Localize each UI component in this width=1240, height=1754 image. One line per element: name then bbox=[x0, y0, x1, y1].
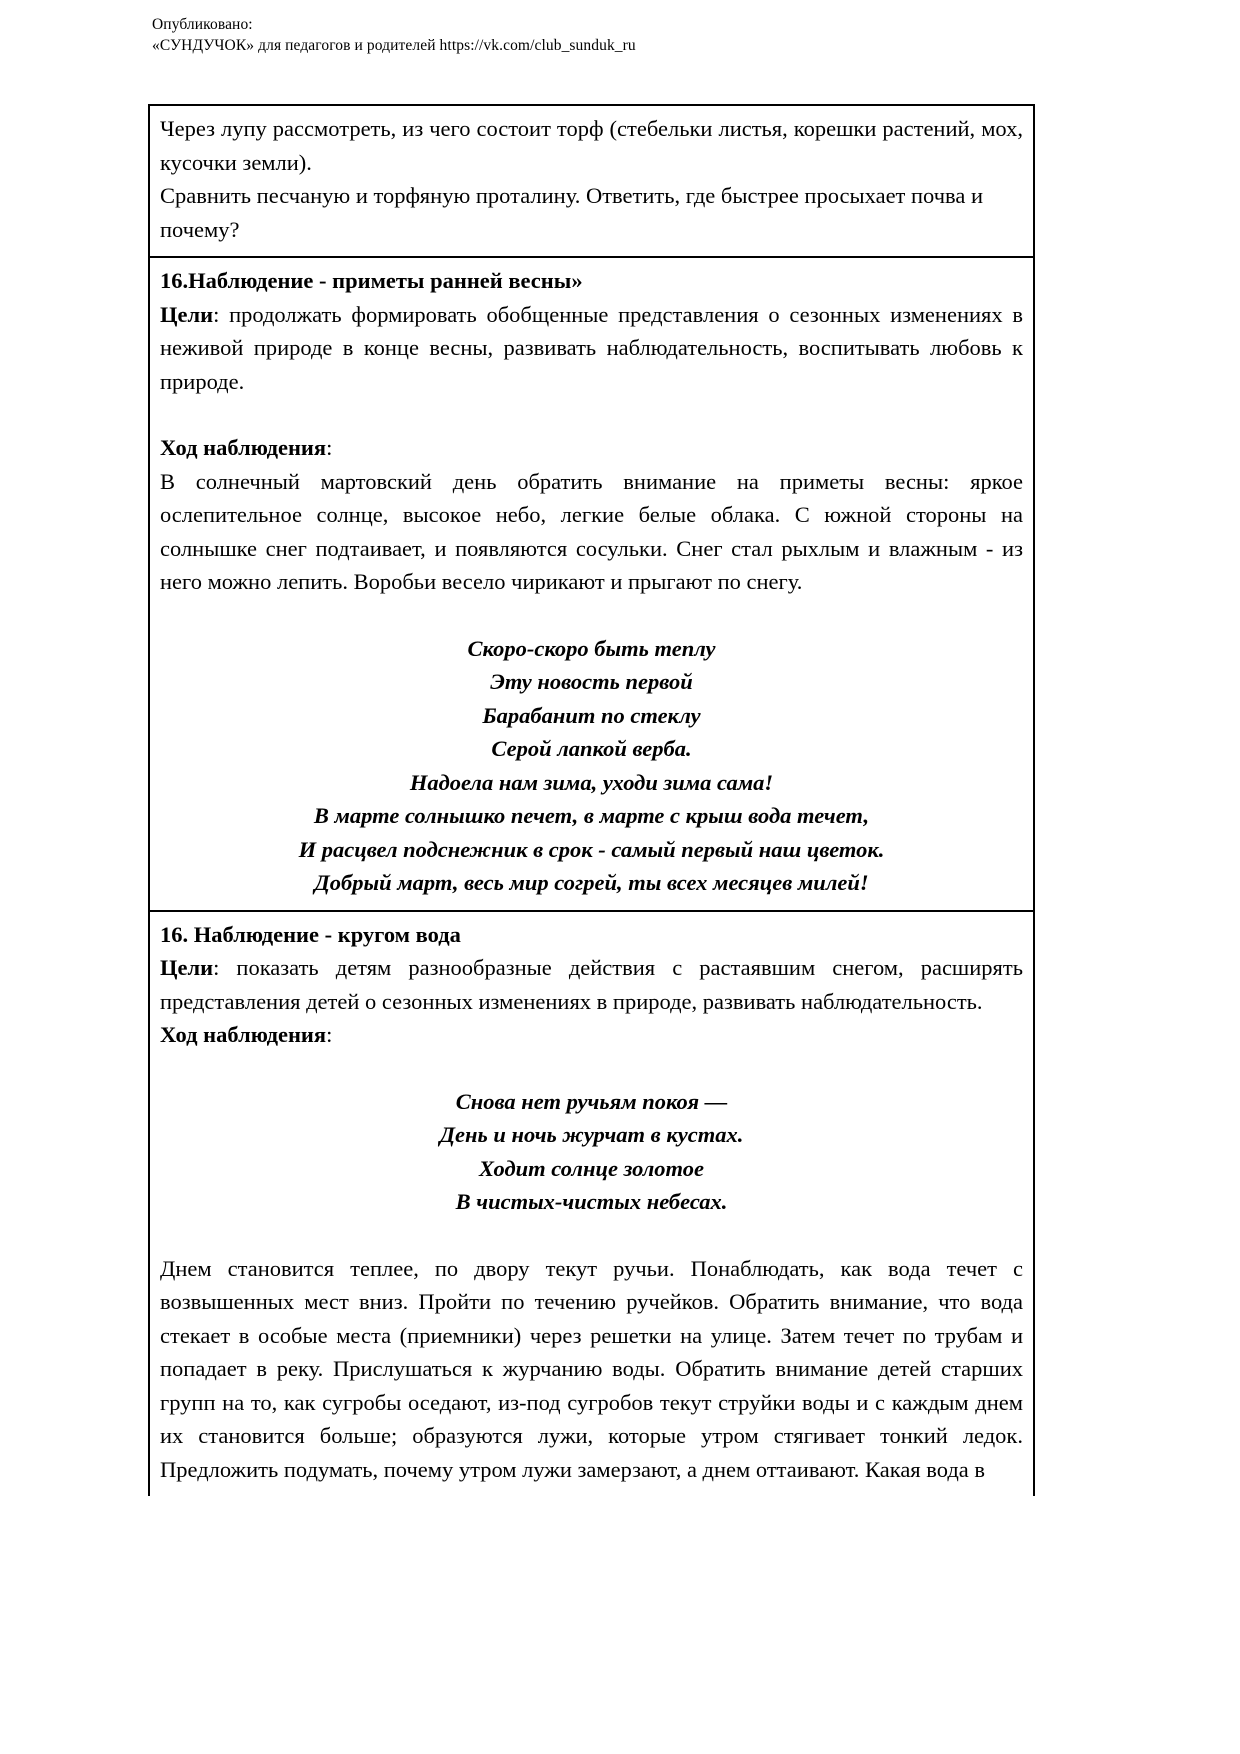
poem-line: Ходит солнце золотое bbox=[479, 1155, 704, 1181]
spring-signs-goals bbox=[160, 298, 1023, 399]
poem-line: Надоела нам зима, уходи зима сама! bbox=[409, 769, 774, 795]
table-cell-spring-signs bbox=[150, 258, 1033, 912]
publication-header bbox=[152, 14, 1012, 56]
publication-source: «СУНДУЧОК» для педагогов и родителей https://vk.com/club_sunduk_ru bbox=[152, 37, 636, 54]
spacer bbox=[160, 599, 1023, 632]
water-heading-text: 16. Наблюдение - кругом вода bbox=[160, 921, 461, 947]
goals-label: Цели bbox=[160, 301, 214, 327]
poem-line: Барабанит по стеклу bbox=[482, 702, 701, 728]
spacer bbox=[160, 1052, 1023, 1085]
content-table bbox=[148, 104, 1035, 1496]
water-process-heading bbox=[160, 1018, 1023, 1052]
poem-line: Эту новость первой bbox=[490, 669, 693, 694]
spring-poem bbox=[160, 632, 1023, 900]
water-paragraph: Днем становится теплее, по двору текут ручьи. Понаблюдать, как вода течет с возвышенных мест вниз. Пройти по течению ручейков. Обратить внимание, что вода стекает в особые места (приемники) через решетки на улице. Затем течет по трубам и попадает в реку. Прислушаться к журчанию воды. Обратить внимание детей старших групп на то, как сугробы оседают, из-под сугробов текут струйки воды и с каждым днем их становится больше; образуются лужи, которые утром стягивает тонкий ледок. Предложить подумать, почему утром лужи замерзают, а днем оттаивают. Какая вода в bbox=[160, 1255, 1023, 1482]
goals-text: : продолжать формировать обобщенные представления о сезонных изменениях в неживой природе в конце весны, развивать наблюдательность, воспитывать любовь к природе. bbox=[160, 301, 1023, 394]
water-poem bbox=[160, 1085, 1023, 1219]
poem-line: И расцвел подснежник в срок - самый первый наш цветок. bbox=[298, 836, 885, 862]
table-cell-water-around bbox=[150, 912, 1033, 1497]
spacer bbox=[160, 398, 1023, 431]
spacer bbox=[160, 1219, 1023, 1252]
table-cell-peat bbox=[150, 106, 1033, 258]
water-goals bbox=[160, 951, 1023, 1018]
poem-line: В чистых-чистых небесах. bbox=[455, 1189, 728, 1214]
published-label: Опубликовано: bbox=[152, 16, 253, 33]
peat-paragraph-1: Через лупу рассмотреть, из чего состоит торф (стебельки листья, корешки растений, мох, кусочки земли). bbox=[160, 116, 1023, 175]
process-colon: : bbox=[326, 435, 333, 460]
poem-line: В марте солнышко печет, в марте с крыш вода течет, bbox=[313, 803, 870, 828]
goals-label: Цели bbox=[160, 955, 214, 980]
poem-line: День и ночь журчат в кустах. bbox=[439, 1122, 744, 1147]
poem-line: Снова нет ручьям покоя — bbox=[455, 1088, 728, 1114]
poem-line: Серой лапкой верба. bbox=[491, 736, 692, 761]
water-heading bbox=[160, 918, 1023, 952]
spring-signs-heading bbox=[160, 264, 1023, 298]
spring-signs-heading-text: 16.Наблюдение - приметы ранней весны» bbox=[160, 268, 583, 293]
spring-signs-process-text: В солнечный мартовский день обратить внимание на приметы весны: яркое ослепительное солнце, высокое небо, легкие белые облака. С южной стороны на солнышке снег подтаивает, и появляются сосульки. Снег стал рыхлым и влажным - из него можно лепить. Воробьи весело чирикают и прыгают по снегу. bbox=[160, 468, 1023, 594]
peat-paragraph-2: Сравнить песчаную и торфяную проталину. Ответить, где быстрее просыхает почва и почему? bbox=[160, 183, 984, 242]
process-label: Ход наблюдения bbox=[160, 1022, 327, 1047]
process-colon: : bbox=[326, 1022, 333, 1047]
spring-signs-process-heading bbox=[160, 431, 1023, 465]
poem-line: Скоро-скоро быть теплу bbox=[467, 635, 716, 661]
process-label: Ход наблюдения bbox=[160, 435, 327, 460]
poem-line: Добрый март, весь мир согрей, ты всех месяцев милей! bbox=[314, 870, 869, 895]
goals-text: : показать детям разнообразные действия с растаявшим снегом, расширять представления детей о сезонных изменениях в природе, развивать наблюдательность. bbox=[160, 955, 1023, 1014]
